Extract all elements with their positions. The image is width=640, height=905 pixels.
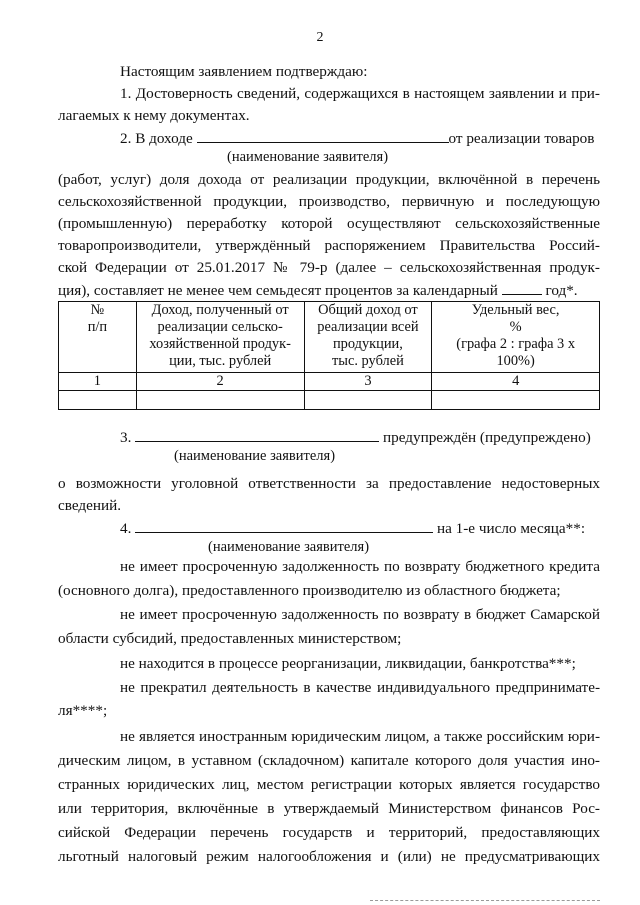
- item4-blank: [135, 518, 433, 533]
- statement-5-line5: сийской Федерации перечень государств и территорий, предоставляющих: [58, 824, 600, 841]
- table-cell[interactable]: [136, 391, 304, 410]
- item2-line: [120, 128, 594, 149]
- statement-1-line1: не имеет просроченную задолженность по возврату бюджетного кредита: [120, 558, 600, 575]
- table-empty-row: [59, 391, 600, 410]
- table-cell[interactable]: [59, 391, 137, 410]
- statement-4-line2: ля****;: [58, 702, 108, 719]
- item4-line: [120, 518, 585, 539]
- table-cell[interactable]: [432, 391, 600, 410]
- item2-last-line: [58, 280, 578, 301]
- header-cell-share: Удельный вес, % (графа 2 : графа 3 x 100%): [432, 302, 600, 373]
- column-number-cell: 4: [432, 373, 600, 391]
- header-cell-agri-income: Доход, полученный от реализации сельско- хозяйственной продук- ции, тыс. рублей: [136, 302, 304, 373]
- item3-suffix: предупреждён (предупреждено): [382, 429, 591, 446]
- item1-line2: лагаемых к нему документах.: [58, 107, 250, 124]
- statement-3: не находится в процессе реорганизации, ликвидации, банкротства***;: [120, 655, 576, 672]
- statement-5-line6: льготный налоговый режим налогообложения и (или) не предусматривающих: [58, 848, 600, 865]
- item3-line: [120, 427, 591, 448]
- page-number: 2: [316, 30, 324, 45]
- item2-last-end: год*.: [545, 282, 578, 299]
- statement-2-line2: области субсидий, предоставленных министерством;: [58, 630, 402, 647]
- statement-5-line2: дическим лицом, в уставном (складочном) капитале которого доля участия ино-: [58, 752, 600, 769]
- item4-prefix: 4.: [120, 520, 132, 537]
- statement-4-line1: не прекратил деятельность в качестве индивидуального предпринимате-: [120, 679, 600, 696]
- table-column-numbers-row: [59, 373, 600, 391]
- page-bottom-rule: [370, 899, 600, 901]
- item3-prefix: 3.: [120, 429, 132, 446]
- item4-caption: (наименование заявителя): [208, 539, 370, 555]
- column-number-cell: 2: [136, 373, 304, 391]
- income-share-table: [58, 301, 600, 410]
- item2-line-5: ской Федерации от 25.01.2017 № 79-р (далее – сельскохозяйственная продук-: [58, 259, 600, 276]
- intro-text: Настоящим заявлением подтверждаю:: [120, 63, 368, 80]
- item2-line-4: товаропроизводители, утверждённый распоряжением Правительства Россий-: [58, 237, 600, 254]
- column-number-cell: 3: [304, 373, 432, 391]
- item4-suffix: на 1-е число месяца**:: [436, 520, 586, 537]
- header-cell-number: № п/п: [59, 302, 137, 373]
- item2-caption: (наименование заявителя): [227, 149, 389, 165]
- item1-line1: 1. Достоверность сведений, содержащихся в настоящем заявлении и при-: [120, 85, 600, 102]
- header-cell-total-income: Общий доход от реализации всей продукции, тыс. рублей: [304, 302, 432, 373]
- item2-line-1: (работ, услуг) доля дохода от реализации продукции, включённой в перечень: [58, 171, 600, 188]
- item2-line-2: сельскохозяйственной продукции, производство, первичную и последующую: [58, 193, 600, 210]
- item3-caption: (наименование заявителя): [174, 448, 336, 464]
- item2-blank: [197, 128, 449, 143]
- item2-last-text: ция), составляет не менее чем семьдесят процентов за календарный: [58, 282, 498, 299]
- statement-5-line4: или территория, включённые в утверждаемый Министерством финансов Рос-: [58, 800, 600, 817]
- item3-line2: сведений.: [58, 497, 122, 514]
- item2-line-3: (промышленную) переработку которой осуществляют сельскохозяйственные: [58, 215, 600, 232]
- statement-5-line3: странных юридических лиц, местом регистрации которых является государство: [58, 776, 600, 793]
- column-number-cell: 1: [59, 373, 137, 391]
- statement-5-line1: не является иностранным юридическим лицом, а также российским юри-: [120, 728, 600, 745]
- item3-blank: [135, 427, 379, 442]
- table-cell[interactable]: [304, 391, 432, 410]
- statement-1-line2: (основного долга), предоставленного производителю из областного бюджета;: [58, 582, 561, 599]
- table-header-row: [59, 302, 600, 373]
- statement-2-line1: не имеет просроченную задолженность по возврату в бюджет Самарской: [120, 606, 600, 623]
- year-blank: [502, 280, 542, 295]
- item2-suffix: от реализации товаров: [448, 130, 595, 147]
- item2-prefix: 2. В доходе: [120, 130, 193, 147]
- item3-line1: о возможности уголовной ответственности за предоставление недостоверных: [58, 475, 600, 492]
